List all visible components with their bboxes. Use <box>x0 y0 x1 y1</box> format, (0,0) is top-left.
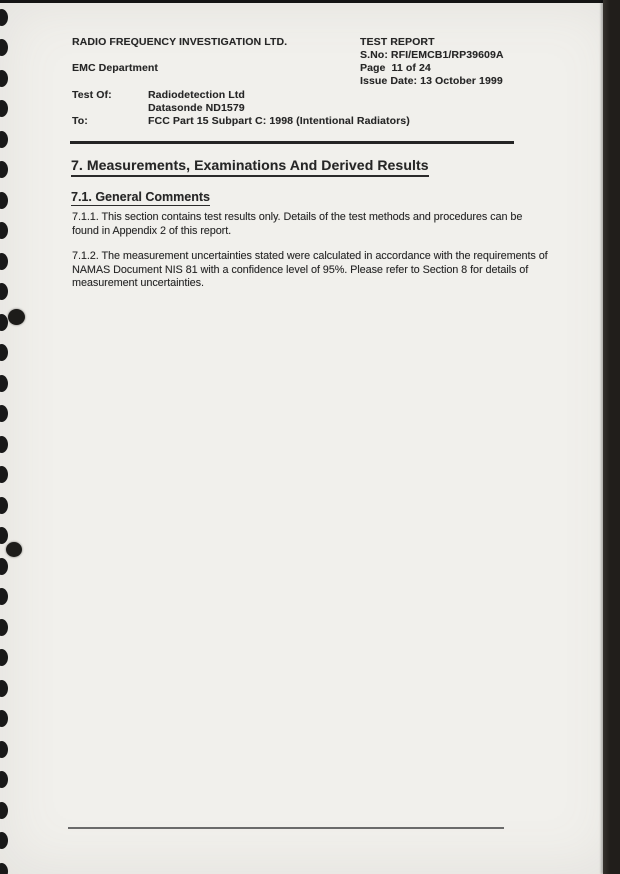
binding-hole <box>0 863 8 874</box>
binding-hole <box>0 253 8 270</box>
section-heading-wrap <box>71 157 429 177</box>
page-number: Page 11 of 24 <box>360 62 431 74</box>
binding-hole <box>0 161 8 178</box>
binding-hole <box>0 192 8 209</box>
scan-right-edge <box>603 0 620 874</box>
binding-hole <box>0 222 8 239</box>
paragraph-7-1-2: 7.1.2. The measurement uncertainties stated were calculated in accordance with the requirements of NAMAS Document NIS 81 with a confidence level of 95%. Please refer to Section 8 for details of measurement uncertainties. <box>72 250 551 289</box>
binding-hole <box>0 497 8 514</box>
issue-date: Issue Date: 13 October 1999 <box>360 75 503 87</box>
spiral-binding <box>0 0 30 874</box>
serial-number: S.No: RFI/EMCB1/RP39609A <box>360 49 504 61</box>
punch-hole-lower <box>6 542 22 557</box>
binding-hole <box>0 741 8 758</box>
binding-hole <box>0 39 8 56</box>
scan-top-edge <box>0 0 620 3</box>
binding-hole <box>0 771 8 788</box>
binding-hole <box>0 100 8 117</box>
footer-rule <box>68 827 504 829</box>
to-label: To: <box>72 115 88 127</box>
department: EMC Department <box>72 62 158 74</box>
test-of-value: Radiodetection Ltd <box>148 89 245 101</box>
binding-hole <box>0 375 8 392</box>
paragraph-7-1-1: 7.1.1. This section contains test results only. Details of the test methods and procedures can be found in Appendix 2 of this report. <box>72 211 526 237</box>
binding-hole <box>0 588 8 605</box>
test-of-model: Datasonde ND1579 <box>148 102 245 114</box>
binding-hole <box>0 619 8 636</box>
binding-hole <box>0 314 8 331</box>
section-heading: 7. Measurements, Examinations And Derived Results <box>71 157 429 177</box>
binding-hole <box>0 283 8 300</box>
binding-hole <box>0 9 8 26</box>
binding-hole <box>0 558 8 575</box>
company-name: RADIO FREQUENCY INVESTIGATION LTD. <box>72 36 288 48</box>
to-value: FCC Part 15 Subpart C: 1998 (Intentional Radiators) <box>148 115 410 127</box>
binding-hole <box>0 436 8 453</box>
binding-hole <box>0 832 8 849</box>
binding-hole <box>0 802 8 819</box>
subsection-heading: 7.1. General Comments <box>71 190 210 204</box>
report-title: TEST REPORT <box>360 36 435 48</box>
header-rule <box>70 141 514 144</box>
binding-hole <box>0 466 8 483</box>
binding-hole <box>0 710 8 727</box>
binding-hole <box>0 527 8 544</box>
binding-hole <box>0 649 8 666</box>
test-of-label: Test Of: <box>72 89 112 101</box>
binding-hole <box>0 131 8 148</box>
subsection-heading-wrap <box>71 188 210 206</box>
punch-hole-upper <box>8 309 25 325</box>
binding-hole <box>0 344 8 361</box>
binding-hole <box>0 70 8 87</box>
binding-hole <box>0 405 8 422</box>
binding-hole <box>0 680 8 697</box>
